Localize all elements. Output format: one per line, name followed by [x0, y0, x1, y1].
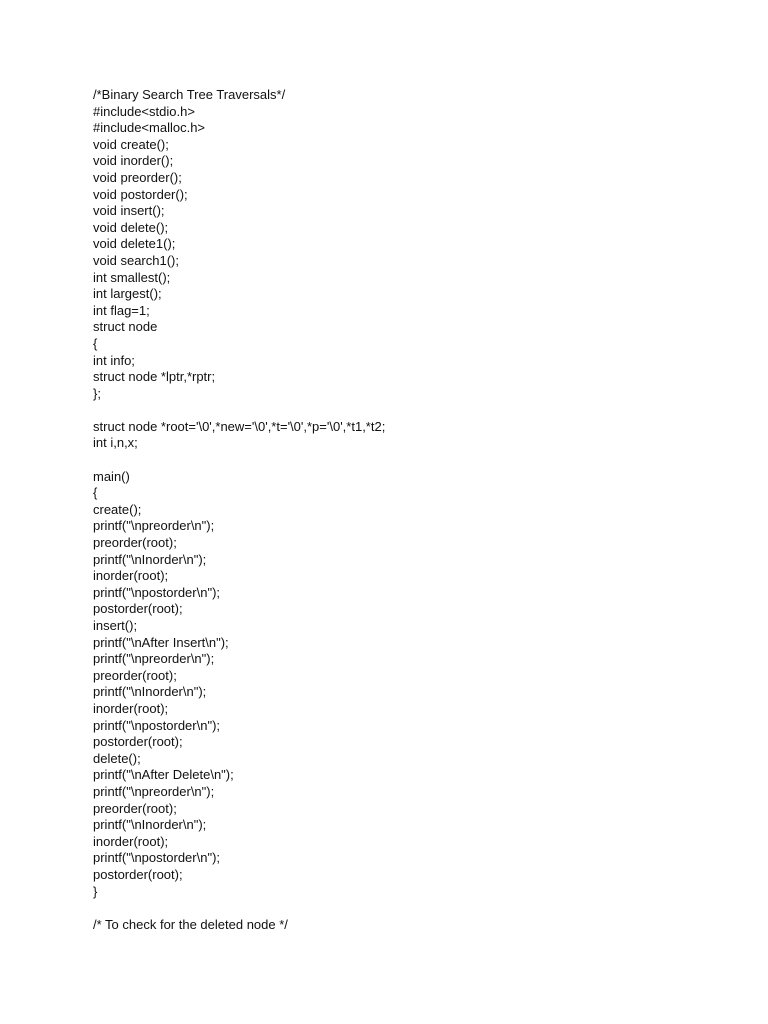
code-line: create(); — [93, 501, 142, 517]
code-line: printf("\nAfter Insert\n"); — [93, 634, 229, 650]
code-line: int info; — [93, 352, 135, 368]
code-line: int i,n,x; — [93, 435, 138, 451]
code-line: postorder(root); — [93, 866, 183, 882]
code-line: void search1(); — [93, 252, 179, 268]
code-line: void delete1(); — [93, 236, 176, 252]
code-comment-line: /* To check for the deleted node */ — [93, 916, 288, 932]
code-line: /*Binary Search Tree Traversals*/ — [93, 87, 286, 102]
code-line: #include<stdio.h> — [93, 103, 195, 119]
code-line: { — [93, 485, 98, 501]
code-line: printf("\nInorder\n"); — [93, 817, 207, 833]
code-line: printf("\npreorder\n"); — [93, 651, 215, 667]
code-line: { — [93, 335, 98, 351]
code-line: postorder(root); — [93, 601, 183, 617]
code-line: void delete(); — [93, 219, 169, 235]
code-line: inorder(root); — [93, 568, 169, 584]
code-line: printf("\npreorder\n"); — [93, 518, 215, 534]
code-line: } — [93, 883, 98, 899]
code-line: void inorder(); — [93, 153, 174, 169]
code-line: printf("\npostorder\n"); — [93, 717, 221, 733]
code-line: int smallest(); — [93, 269, 171, 285]
code-line: void create(); — [93, 136, 169, 152]
blank-line — [93, 900, 733, 917]
code-line: preorder(root); — [93, 800, 177, 816]
code-line: void preorder(); — [93, 169, 182, 185]
code-line: void insert(); — [93, 203, 165, 219]
code-line: }; — [93, 385, 101, 401]
blank-line — [93, 402, 733, 419]
code-line: int flag=1; — [93, 302, 150, 318]
code-line: struct node *root='\0',*new='\0',*t='\0',*p='\0',*t1,*t2; — [93, 418, 386, 434]
code-line: postorder(root); — [93, 734, 183, 750]
code-line: printf("\nInorder\n"); — [93, 551, 207, 567]
code-line: #include<malloc.h> — [93, 120, 206, 136]
code-line: inorder(root); — [93, 700, 169, 716]
code-line: inorder(root); — [93, 833, 169, 849]
code-line: printf("\npreorder\n"); — [93, 783, 215, 799]
code-line: insert(); — [93, 618, 138, 633]
code-line: preorder(root); — [93, 535, 177, 551]
code-line: int largest(); — [93, 286, 162, 302]
code-line: preorder(root); — [93, 667, 177, 683]
code-line: delete(); — [93, 750, 141, 766]
code-line: printf("\nAfter Delete\n"); — [93, 767, 234, 783]
code-line: printf("\nInorder\n"); — [93, 684, 207, 700]
code-line: printf("\npostorder\n"); — [93, 584, 221, 600]
code-line: struct node — [93, 319, 158, 335]
code-line: void postorder(); — [93, 186, 188, 202]
code-line: printf("\npostorder\n"); — [93, 850, 221, 866]
blank-line — [93, 452, 733, 469]
document-page — [93, 87, 733, 933]
code-line: main() — [93, 468, 130, 484]
code-line: struct node *lptr,*rptr; — [93, 369, 216, 385]
